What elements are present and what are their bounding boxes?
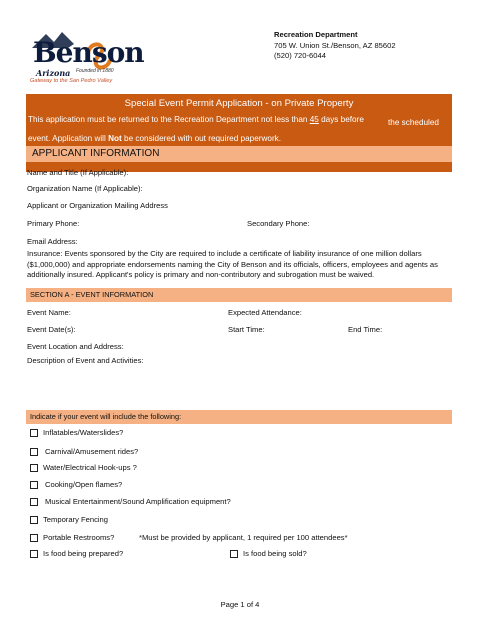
- secondary-phone-label: Secondary Phone:: [247, 219, 310, 228]
- logo-founded: Founded in 1880: [76, 68, 114, 74]
- department-name: Recreation Department: [274, 30, 358, 39]
- deadline-line-1-tail: the scheduled: [388, 118, 439, 127]
- hookups-label: Water/Electrical Hook-ups ?: [43, 463, 137, 472]
- portable-restrooms-checkbox[interactable]: [30, 534, 38, 542]
- department-street: 705 W. Union St./Benson, AZ 85602: [274, 40, 396, 50]
- event-dates-label: Event Date(s):: [27, 325, 76, 334]
- logo-wordmark: Benson: [33, 36, 144, 69]
- form-title: Special Event Permit Application - on Private Property: [124, 98, 354, 109]
- section-a-header: SECTION A - EVENT INFORMATION: [26, 288, 452, 302]
- start-time-label: Start Time:: [228, 325, 265, 334]
- temporary-fencing-checkbox[interactable]: [30, 516, 38, 524]
- organization-name-label: Organization Name (If Applicable):: [27, 184, 143, 193]
- portable-restrooms-label: Portable Restrooms?: [43, 533, 115, 542]
- food-prepared-label: Is food being prepared?: [43, 549, 124, 558]
- event-description-label: Description of Event and Activities:: [27, 356, 144, 365]
- expected-attendance-label: Expected Attendance:: [228, 308, 302, 317]
- insurance-paragraph: Insurance: Events sponsored by the City are required to include a certificate of liability insurance of one million dollars ($1,000,000) and appropriate endorsements naming the City of Benson and its officials, officers, employees and agents as additionally insured. Applicant's policy is primary and non-contributory and subrogation must be waived.: [27, 249, 438, 279]
- deadline-days: 45: [309, 115, 319, 124]
- food-prepared-checkbox[interactable]: [30, 550, 38, 558]
- food-sold-checkbox[interactable]: [230, 550, 238, 558]
- primary-phone-label: Primary Phone:: [27, 219, 80, 228]
- warning-bold: Not: [108, 134, 122, 143]
- event-location-label: Event Location and Address:: [27, 342, 124, 351]
- logo-state: Arizona: [36, 68, 71, 78]
- deadline-line-2: [28, 134, 281, 143]
- department-address-block: [274, 30, 396, 62]
- warning-text-post: be considered with out required paperwork.: [121, 134, 282, 143]
- applicant-information-header: APPLICANT INFORMATION: [26, 146, 452, 162]
- cooking-flames-checkbox[interactable]: [30, 481, 38, 489]
- deadline-text-post: days before: [318, 115, 364, 124]
- mailing-address-label: Applicant or Organization Mailing Address: [27, 201, 168, 210]
- cooking-flames-label: Cooking/Open flames?: [45, 480, 123, 489]
- sound-equipment-checkbox[interactable]: [30, 498, 38, 506]
- event-name-label: Event Name:: [27, 308, 71, 317]
- end-time-label: End Time:: [348, 325, 383, 334]
- department-phone: (520) 720-6044: [274, 51, 326, 60]
- event-features-header: Indicate if your event will include the following:: [26, 410, 452, 424]
- temporary-fencing-label: Temporary Fencing: [43, 515, 108, 524]
- carnival-rides-label: Carnival/Amusement rides?: [45, 447, 139, 456]
- inflatables-label: Inflatables/Waterslides?: [43, 428, 124, 437]
- logo-tagline: Gateway to the San Pedro Valley: [30, 78, 113, 84]
- sound-equipment-label: Musical Entertainment/Sound Amplification equipment?: [45, 497, 231, 506]
- warning-text: event. Application will: [28, 134, 109, 143]
- hookups-checkbox[interactable]: [30, 464, 38, 472]
- page-number: Page 1 of 4: [220, 600, 260, 609]
- deadline-text: This application must be returned to the Recreation Department not less than: [28, 115, 310, 124]
- deadline-line-1: [28, 115, 364, 124]
- food-sold-label: Is food being sold?: [243, 549, 307, 558]
- inflatables-checkbox[interactable]: [30, 429, 38, 437]
- carnival-rides-checkbox[interactable]: [30, 448, 38, 456]
- email-address-label: Email Address:: [27, 237, 78, 246]
- name-title-label: Name and Title (If Applicable):: [27, 168, 129, 177]
- restroom-requirement-note: *Must be provided by applicant, 1 required per 100 attendees*: [139, 533, 348, 542]
